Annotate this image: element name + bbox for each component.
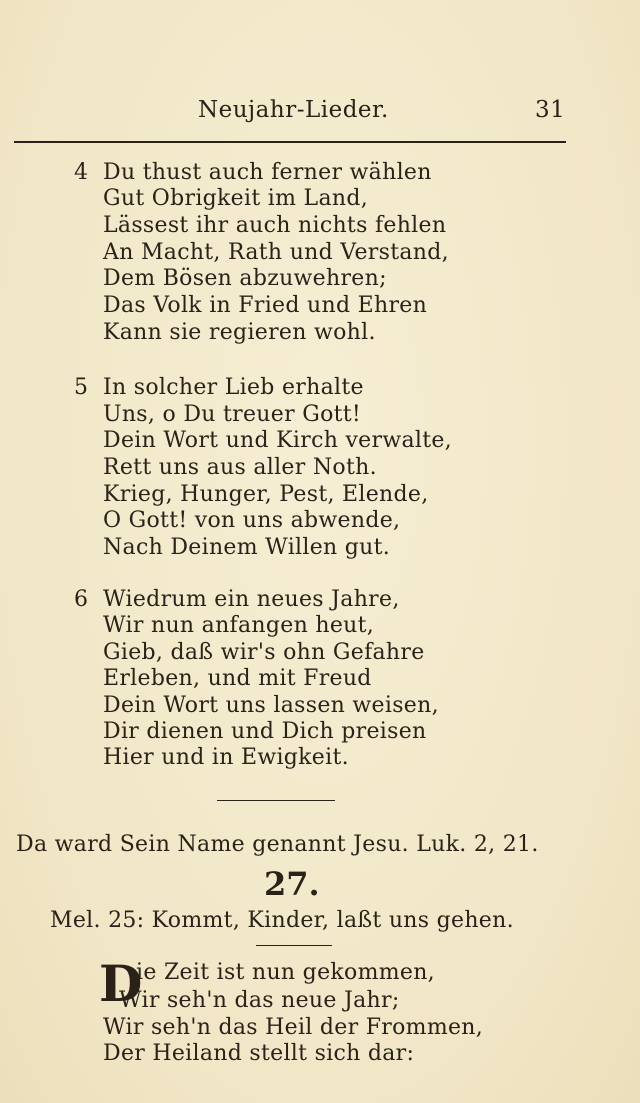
verse-line: Dein Wort und Kirch verwalte, [103, 428, 452, 453]
verse-line: Kann sie regieren wohl. [103, 320, 376, 345]
hymn-divider [256, 945, 332, 946]
hymn-line: Wir seh'n das Heil der Frommen, [103, 1015, 484, 1040]
verse-line: Dein Wort uns lassen weisen, [103, 693, 439, 718]
hymn-line: Der Heiland stellt sich dar: [103, 1041, 415, 1066]
running-title: Neujahr-Lieder. [198, 97, 389, 123]
verse-line: Uns, o Du treuer Gott! [103, 402, 362, 427]
verse-line: Gut Obrigkeit im Land, [103, 186, 369, 211]
hymn-line: Wir seh'n das neue Jahr; [119, 988, 400, 1013]
verse-line: Dem Bösen abzuwehren; [103, 266, 387, 291]
hymn-line: ie Zeit ist nun gekommen, [136, 960, 435, 985]
verse-number: 6 [74, 587, 88, 612]
verse-line: An Macht, Rath und Verstand, [103, 240, 449, 265]
verse-line: In solcher Lieb erhalte [103, 375, 364, 400]
verse-line: Wir nun anfangen heut, [103, 613, 375, 638]
verse-number: 5 [74, 375, 88, 400]
verse-line: Dir dienen und Dich preisen [103, 719, 427, 744]
verse-line: O Gott! von uns abwende, [103, 508, 401, 533]
verse-line: Lässest ihr auch nichts fehlen [103, 213, 447, 238]
page-number: 31 [535, 97, 566, 123]
verse-line: Rett uns aus aller Noth. [103, 455, 377, 480]
verse-line: Erleben, und mit Freud [103, 666, 372, 691]
verse-line: Gieb, daß wir's ohn Gefahre [103, 640, 425, 665]
verse-number: 4 [74, 160, 88, 185]
verse-line: Nach Deinem Willen gut. [103, 535, 391, 560]
verse-line: Das Volk in Fried und Ehren [103, 293, 428, 318]
verse-line: Wiedrum ein neues Jahre, [103, 587, 400, 612]
drop-cap: D [99, 954, 143, 1013]
verse-line: Hier und in Ewigkeit. [103, 745, 349, 770]
verse-line: Du thust auch ferner wählen [103, 160, 432, 185]
verse-line: Krieg, Hunger, Pest, Elende, [103, 482, 429, 507]
scripture-reference: Da ward Sein Name genannt Jesu. Luk. 2, 21. [16, 832, 539, 857]
hymn-number: 27. [264, 865, 320, 903]
section-divider [217, 800, 335, 801]
header-rule [14, 141, 566, 143]
melody-reference: Mel. 25: Kommt, Kinder, laßt uns gehen. [50, 908, 514, 933]
